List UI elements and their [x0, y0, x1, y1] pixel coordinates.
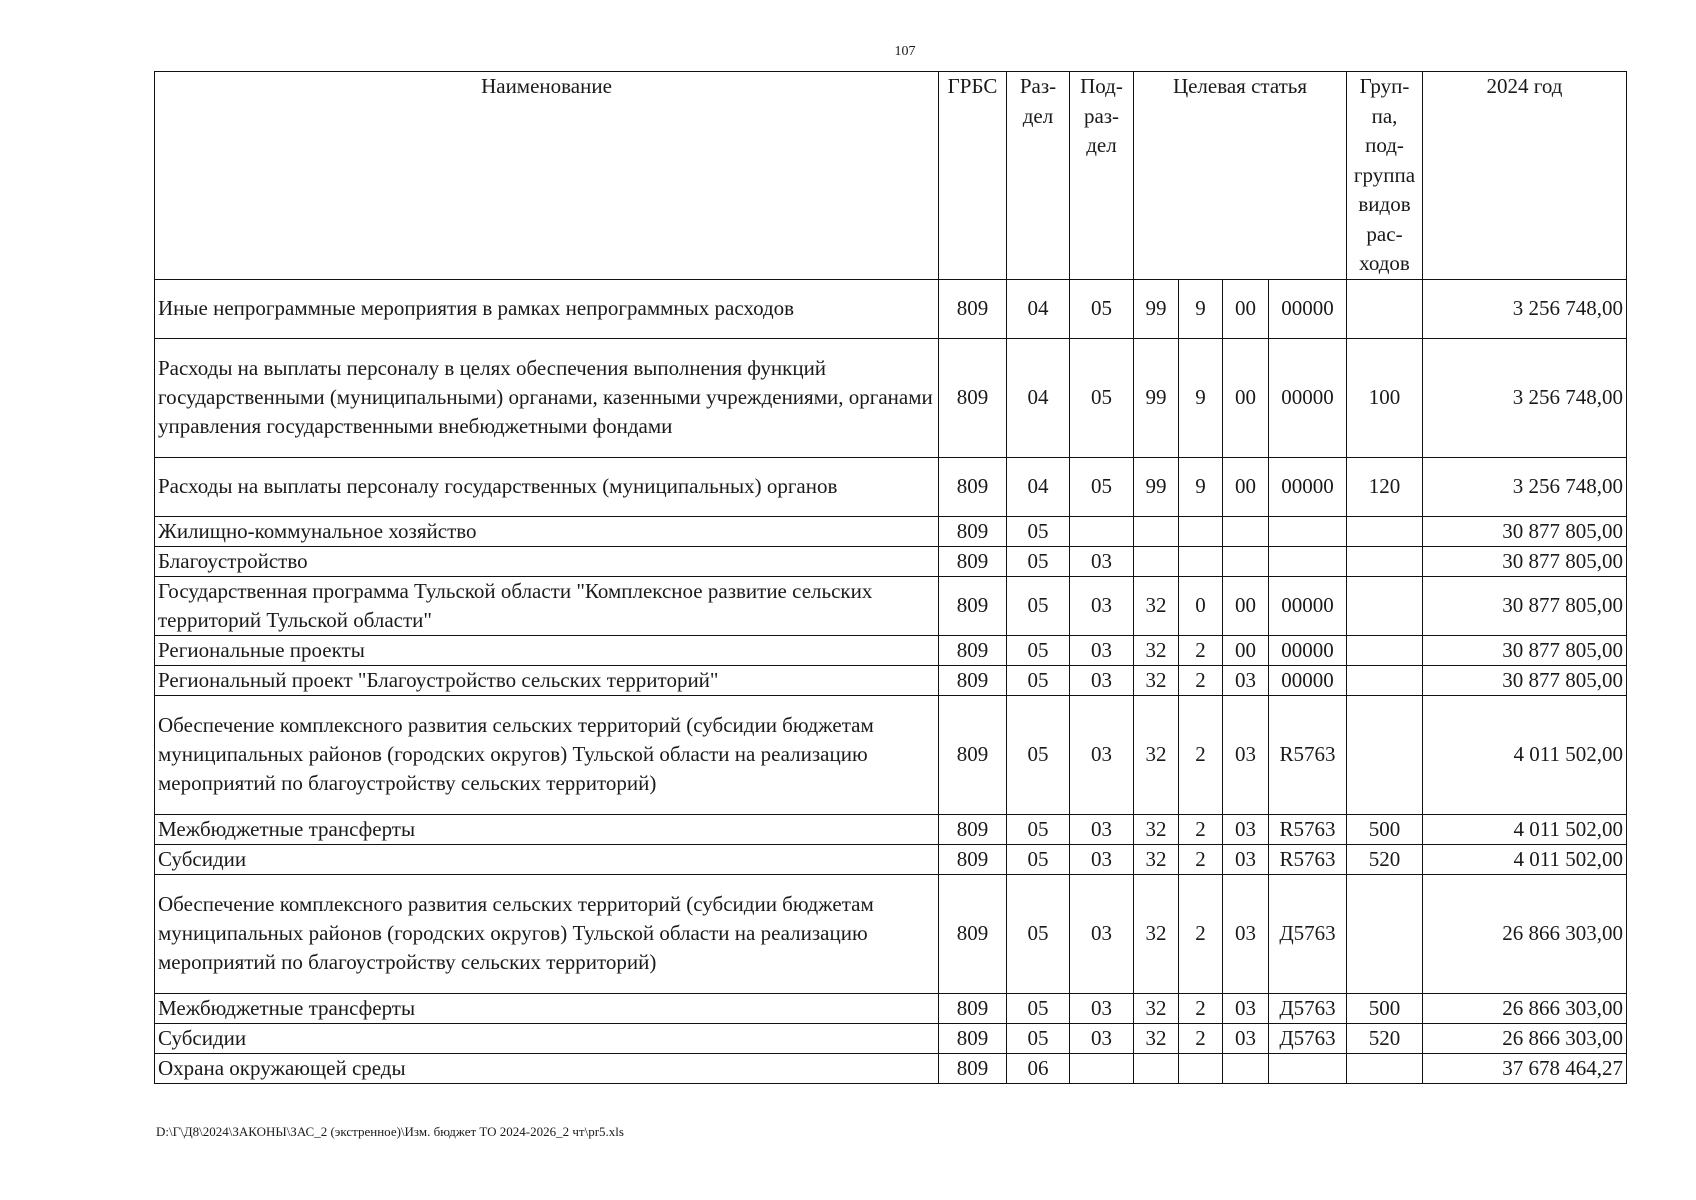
cell-sum: 26 866 303,00: [1423, 993, 1627, 1023]
cell-sum: 30 877 805,00: [1423, 516, 1627, 546]
cell-t4: Д5763: [1269, 874, 1347, 993]
cell-sum: 4 011 502,00: [1423, 844, 1627, 874]
cell-t3: 00: [1223, 576, 1269, 635]
cell-t2: 0: [1179, 576, 1223, 635]
cell-pr: 03: [1070, 1023, 1134, 1053]
cell-grbs: 809: [939, 814, 1007, 844]
cell-t3: [1223, 516, 1269, 546]
cell-t1: 32: [1134, 635, 1179, 665]
cell-pr: 03: [1070, 993, 1134, 1023]
cell-vr: 500: [1347, 814, 1423, 844]
cell-t1: 32: [1134, 814, 1179, 844]
cell-t3: 00: [1223, 338, 1269, 457]
cell-t1: 99: [1134, 338, 1179, 457]
cell-pr: 03: [1070, 874, 1134, 993]
cell-t3: 03: [1223, 695, 1269, 814]
cell-t4: R5763: [1269, 814, 1347, 844]
cell-sum: 3 256 748,00: [1423, 457, 1627, 516]
cell-vr: [1347, 516, 1423, 546]
cell-pr: 05: [1070, 338, 1134, 457]
cell-t1: 32: [1134, 665, 1179, 695]
cell-sum: 4 011 502,00: [1423, 695, 1627, 814]
cell-t1: 32: [1134, 993, 1179, 1023]
cell-name: Благоустройство: [155, 546, 939, 576]
cell-name: Иные непрограммные мероприятия в рамках непрограммных расходов: [155, 279, 939, 338]
cell-vr: 520: [1347, 844, 1423, 874]
cell-t1: 32: [1134, 844, 1179, 874]
table-row: [155, 635, 1627, 665]
cell-rz: 05: [1007, 516, 1070, 546]
cell-vr: [1347, 695, 1423, 814]
cell-t3: 03: [1223, 993, 1269, 1023]
cell-grbs: 809: [939, 279, 1007, 338]
table-row: [155, 1053, 1627, 1083]
cell-t4: 00000: [1269, 457, 1347, 516]
cell-name: Межбюджетные трансферты: [155, 814, 939, 844]
cell-t4: R5763: [1269, 844, 1347, 874]
cell-name: Обеспечение комплексного развития сельских территорий (субсидии бюджетам муниципальных районов (городских округов) Тульской области на реализацию мероприятий по благоустройству сельских территорий): [155, 874, 939, 993]
cell-vr: 520: [1347, 1023, 1423, 1053]
cell-grbs: 809: [939, 457, 1007, 516]
cell-name: Охрана окружающей среды: [155, 1053, 939, 1083]
cell-t3: [1223, 546, 1269, 576]
cell-vr: [1347, 635, 1423, 665]
cell-t2: [1179, 516, 1223, 546]
cell-rz: 05: [1007, 546, 1070, 576]
header-year: 2024 год: [1423, 72, 1627, 280]
cell-pr: 03: [1070, 576, 1134, 635]
cell-sum: 26 866 303,00: [1423, 1023, 1627, 1053]
cell-t2: 9: [1179, 457, 1223, 516]
cell-t1: 32: [1134, 695, 1179, 814]
cell-t3: [1223, 1053, 1269, 1083]
cell-t4: [1269, 1053, 1347, 1083]
cell-t4: 00000: [1269, 279, 1347, 338]
cell-grbs: 809: [939, 665, 1007, 695]
cell-t4: R5763: [1269, 695, 1347, 814]
cell-vr: [1347, 665, 1423, 695]
cell-vr: 100: [1347, 338, 1423, 457]
cell-t1: 32: [1134, 1023, 1179, 1053]
cell-rz: 05: [1007, 576, 1070, 635]
cell-rz: 05: [1007, 874, 1070, 993]
cell-rz: 05: [1007, 665, 1070, 695]
cell-sum: 30 877 805,00: [1423, 546, 1627, 576]
table-row: [155, 844, 1627, 874]
cell-sum: 3 256 748,00: [1423, 338, 1627, 457]
cell-vr: 500: [1347, 993, 1423, 1023]
cell-rz: 04: [1007, 338, 1070, 457]
cell-grbs: 809: [939, 338, 1007, 457]
cell-pr: 03: [1070, 695, 1134, 814]
cell-rz: 04: [1007, 279, 1070, 338]
cell-t2: 2: [1179, 665, 1223, 695]
cell-vr: [1347, 546, 1423, 576]
cell-rz: 05: [1007, 635, 1070, 665]
cell-t2: 2: [1179, 635, 1223, 665]
cell-grbs: 809: [939, 695, 1007, 814]
cell-t1: [1134, 1053, 1179, 1083]
cell-rz: 05: [1007, 814, 1070, 844]
cell-grbs: 809: [939, 576, 1007, 635]
cell-grbs: 809: [939, 1053, 1007, 1083]
cell-t1: [1134, 516, 1179, 546]
cell-grbs: 809: [939, 635, 1007, 665]
table-row: [155, 695, 1627, 814]
cell-grbs: 809: [939, 546, 1007, 576]
header-name: Наименование: [155, 72, 939, 280]
cell-rz: 05: [1007, 844, 1070, 874]
cell-pr: [1070, 1053, 1134, 1083]
cell-vr: [1347, 576, 1423, 635]
table-row: [155, 457, 1627, 516]
table-row: [155, 665, 1627, 695]
cell-t4: [1269, 546, 1347, 576]
table-row: [155, 993, 1627, 1023]
cell-name: Субсидии: [155, 844, 939, 874]
header-target: Целевая статья: [1134, 72, 1347, 280]
page-number: 107: [894, 44, 916, 59]
cell-t2: 2: [1179, 814, 1223, 844]
table-row: [155, 576, 1627, 635]
cell-sum: 3 256 748,00: [1423, 279, 1627, 338]
cell-pr: 03: [1070, 844, 1134, 874]
cell-t4: Д5763: [1269, 993, 1347, 1023]
cell-t4: 00000: [1269, 338, 1347, 457]
cell-name: Жилищно-коммунальное хозяйство: [155, 516, 939, 546]
cell-t3: 03: [1223, 844, 1269, 874]
cell-name: Субсидии: [155, 1023, 939, 1053]
cell-name: Обеспечение комплексного развития сельских территорий (субсидии бюджетам муниципальных районов (городских округов) Тульской области на реализацию мероприятий по благоустройству сельских территорий): [155, 695, 939, 814]
cell-pr: 03: [1070, 665, 1134, 695]
cell-pr: 05: [1070, 279, 1134, 338]
cell-sum: 30 877 805,00: [1423, 576, 1627, 635]
cell-t4: 00000: [1269, 635, 1347, 665]
cell-grbs: 809: [939, 1023, 1007, 1053]
cell-sum: 4 011 502,00: [1423, 814, 1627, 844]
cell-pr: 03: [1070, 814, 1134, 844]
cell-t2: [1179, 546, 1223, 576]
cell-t2: 9: [1179, 338, 1223, 457]
table-row: [155, 516, 1627, 546]
cell-sum: 37 678 464,27: [1423, 1053, 1627, 1083]
table-row: [155, 874, 1627, 993]
cell-t3: 03: [1223, 814, 1269, 844]
cell-name: Региональные проекты: [155, 635, 939, 665]
cell-t2: 2: [1179, 993, 1223, 1023]
cell-t4: [1269, 516, 1347, 546]
cell-sum: 30 877 805,00: [1423, 665, 1627, 695]
cell-rz: 05: [1007, 695, 1070, 814]
cell-t4: 00000: [1269, 665, 1347, 695]
cell-rz: 05: [1007, 993, 1070, 1023]
cell-vr: 120: [1347, 457, 1423, 516]
cell-t1: 32: [1134, 576, 1179, 635]
cell-grbs: 809: [939, 844, 1007, 874]
cell-sum: 30 877 805,00: [1423, 635, 1627, 665]
cell-grbs: 809: [939, 874, 1007, 993]
cell-t1: [1134, 546, 1179, 576]
cell-vr: [1347, 874, 1423, 993]
cell-t2: 2: [1179, 1023, 1223, 1053]
cell-rz: 04: [1007, 457, 1070, 516]
table-row: [155, 546, 1627, 576]
cell-t2: 2: [1179, 695, 1223, 814]
header-group: Груп- па, под- группа видов рас- ходов: [1347, 72, 1423, 280]
cell-t3: 03: [1223, 665, 1269, 695]
table-row: [155, 279, 1627, 338]
table-row: [155, 814, 1627, 844]
cell-t3: 00: [1223, 635, 1269, 665]
cell-t4: 00000: [1269, 576, 1347, 635]
table-row: [155, 338, 1627, 457]
cell-pr: [1070, 516, 1134, 546]
header-podrazdel: Под- раз- дел: [1070, 72, 1134, 280]
cell-t1: 32: [1134, 874, 1179, 993]
cell-t3: 00: [1223, 279, 1269, 338]
cell-grbs: 809: [939, 993, 1007, 1023]
cell-t3: 03: [1223, 874, 1269, 993]
cell-t2: [1179, 1053, 1223, 1083]
file-path: D:\Г\Д8\2024\ЗАКОНЫ\ЗАС_2 (экстренное)\Изм. бюджет ТО 2024-2026_2 чт\pr5.xls: [156, 1124, 624, 1139]
cell-vr: [1347, 1053, 1423, 1083]
cell-pr: 05: [1070, 457, 1134, 516]
cell-t1: 99: [1134, 279, 1179, 338]
cell-name: Государственная программа Тульской области "Комплексное развитие сельских территорий Тульской области": [155, 576, 939, 635]
cell-rz: 06: [1007, 1053, 1070, 1083]
cell-name: Региональный проект "Благоустройство сельских территорий": [155, 665, 939, 695]
cell-t1: 99: [1134, 457, 1179, 516]
header-grbs: ГРБС: [939, 72, 1007, 280]
cell-pr: 03: [1070, 635, 1134, 665]
cell-t2: 2: [1179, 844, 1223, 874]
cell-vr: [1347, 279, 1423, 338]
cell-t4: Д5763: [1269, 1023, 1347, 1053]
cell-rz: 05: [1007, 1023, 1070, 1053]
cell-grbs: 809: [939, 516, 1007, 546]
cell-t3: 03: [1223, 1023, 1269, 1053]
cell-pr: 03: [1070, 546, 1134, 576]
header-row: [155, 72, 1627, 280]
cell-t2: 9: [1179, 279, 1223, 338]
cell-sum: 26 866 303,00: [1423, 874, 1627, 993]
cell-name: Межбюджетные трансферты: [155, 993, 939, 1023]
cell-name: Расходы на выплаты персоналу государственных (муниципальных) органов: [155, 457, 939, 516]
budget-table: [154, 71, 1627, 1084]
header-razdel: Раз- дел: [1007, 72, 1070, 280]
table-row: [155, 1023, 1627, 1053]
cell-t3: 00: [1223, 457, 1269, 516]
cell-t2: 2: [1179, 874, 1223, 993]
cell-name: Расходы на выплаты персоналу в целях обеспечения выполнения функций государственными (муниципальными) органами, казенными учреждениями, органами управления государственными внебюджетными фондами: [155, 338, 939, 457]
